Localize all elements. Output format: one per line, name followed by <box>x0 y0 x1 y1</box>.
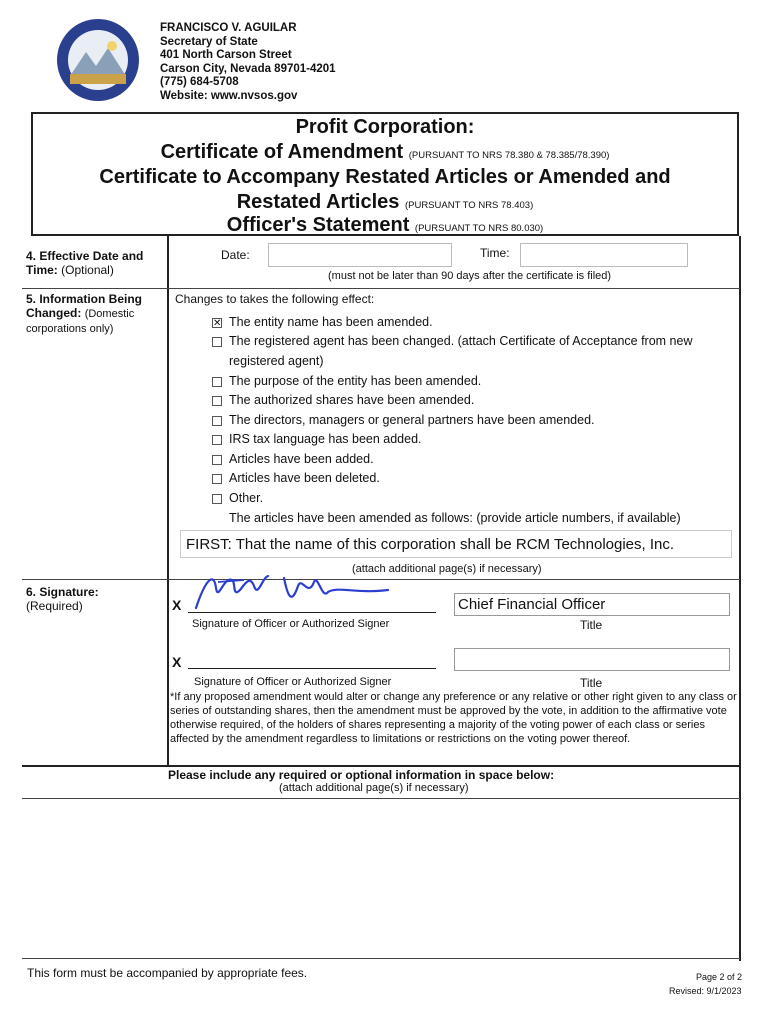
option-label: The authorized shares have been amended. <box>229 393 475 407</box>
signature-line-1 <box>188 612 436 613</box>
time-label: Time: <box>480 246 510 260</box>
option-checkbox[interactable] <box>212 337 222 347</box>
option-label: Articles have been added. <box>229 452 374 466</box>
divider-extra-space <box>22 798 740 799</box>
divider-4-5 <box>22 288 740 289</box>
option-label: The directors, managers or general partners have been amended. <box>229 413 595 427</box>
handwritten-signature-icon <box>188 568 428 614</box>
time-input[interactable] <box>520 243 688 267</box>
option-checkbox[interactable] <box>212 474 222 484</box>
secretary-name: FRANCISCO V. AGUILAR <box>160 22 297 34</box>
phone: (775) 684-5708 <box>160 76 239 88</box>
revised-date: Revised: 9/1/2023 <box>669 986 742 996</box>
title-caption-2: Title <box>580 676 603 690</box>
extra-info-space[interactable] <box>22 800 738 958</box>
title-input-1[interactable] <box>454 593 730 616</box>
address-line1: 401 North Carson Street <box>160 49 292 61</box>
option-label: The registered agent has been changed. (attach Certificate of Acceptance from new <box>229 334 693 348</box>
fees-note: This form must be accompanied by appropriate fees. <box>27 966 308 980</box>
extra-info-heading: Please include any required or optional information in space below: <box>168 768 555 782</box>
signature-caption-1: Signature of Officer or Authorized Signer <box>192 618 390 630</box>
title-caption-1: Title <box>580 618 603 632</box>
date-label: Date: <box>221 248 250 262</box>
divider-6-extra <box>22 765 740 767</box>
right-border <box>739 236 741 961</box>
changes-intro: Changes to takes the following effect: <box>175 292 375 306</box>
x-mark-2: X <box>172 654 182 670</box>
title-line4: Restated Articles (PURSUANT TO NRS 78.403) <box>236 191 534 213</box>
secretary-header <box>160 22 336 103</box>
website: Website: www.nvsos.gov <box>160 89 298 102</box>
signature-line-2[interactable] <box>188 668 436 669</box>
articles-amendment-field[interactable] <box>180 530 732 558</box>
articles-intro: The articles have been amended as follows: (provide article numbers, if available) <box>229 511 681 525</box>
amendment-disclaimer: *If any proposed amendment would alter or change any preference or any relative or other right given to any class or series of outstanding shares, then the amendment must be approved by the vote, in addition to the affirmative vote otherwise required, of the holders of shares representing a majority of the voting power of each class or series affected by the amendment regardless to limitations or restrictions on the voting power thereof. <box>170 691 737 745</box>
date-input[interactable] <box>268 243 452 267</box>
title-input-2[interactable] <box>454 648 730 671</box>
attach-note: (attach additional page(s) if necessary) <box>352 563 542 575</box>
option-label: Articles have been deleted. <box>229 471 380 485</box>
option-checkbox[interactable] <box>212 455 222 465</box>
extra-info-note: (attach additional page(s) if necessary) <box>279 782 469 794</box>
title-value-1: Chief Financial Officer <box>458 596 606 613</box>
section4-label: 4. Effective Date and Time: (Optional) <box>26 249 144 277</box>
secretary-title: Secretary of State <box>160 35 258 48</box>
nevada-state-seal <box>56 18 140 102</box>
section6-label: 6. Signature: (Required) <box>26 585 99 613</box>
signature-caption-2: Signature of Officer or Authorized Signer <box>194 676 392 688</box>
option-checkbox[interactable] <box>212 396 222 406</box>
articles-amendment-text: FIRST: That the name of this corporation shall be RCM Technologies, Inc. <box>186 536 675 553</box>
x-mark-1: X <box>172 597 182 613</box>
page-number: Page 2 of 2 <box>696 972 743 982</box>
form-title-box <box>31 112 739 236</box>
section5-label: 5. Information Being Changed: (Domestic corporations only) <box>26 292 143 335</box>
title-line5: Officer's Statement (PURSUANT TO NRS 80.030) <box>226 214 544 236</box>
option-label: The entity name has been amended. <box>229 315 433 329</box>
option-label: IRS tax language has been added. <box>229 432 422 446</box>
option-label: Other. <box>229 491 264 505</box>
address-line2: Carson City, Nevada 89701-4201 <box>160 62 336 75</box>
bottom-border <box>22 958 740 959</box>
option-checkbox[interactable] <box>212 494 222 504</box>
signature-1[interactable] <box>188 568 428 614</box>
option-checkbox[interactable] <box>212 377 222 387</box>
column-divider <box>167 236 169 766</box>
date-time-note: (must not be later than 90 days after the certificate is filed) <box>328 270 612 282</box>
title-line1: Profit Corporation: <box>295 116 475 138</box>
option-label: The purpose of the entity has been amended. <box>229 374 482 388</box>
option-checkbox[interactable] <box>212 416 222 426</box>
title-line2: Certificate of Amendment (PURSUANT TO NRS 78.380 & 78.385/78.390) <box>160 141 610 163</box>
option-checkbox[interactable]: ✕ <box>213 318 222 329</box>
option2-continuation: registered agent) <box>229 354 324 368</box>
option-checkbox[interactable] <box>212 435 222 445</box>
title-line3: Certificate to Accompany Restated Articles or Amended and <box>99 166 671 188</box>
